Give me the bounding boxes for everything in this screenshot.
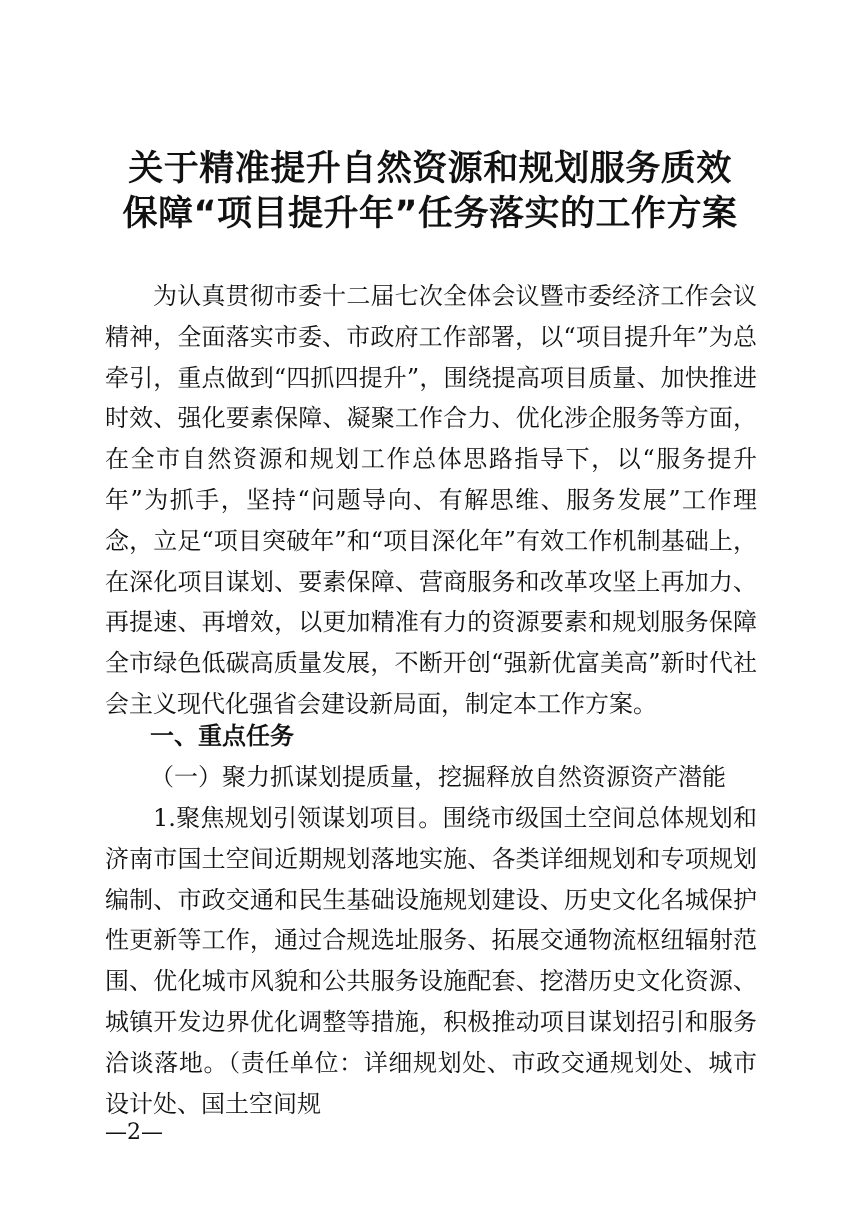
- page-number: —2—: [105, 1120, 163, 1145]
- section-heading: 一、重点任务: [150, 722, 294, 750]
- document-title-line-1: 关于精准提升自然资源和规划服务质效: [128, 149, 732, 189]
- item-1-paragraph: 1.聚焦规划引领谋划项目。围绕市级国土空间总体规划和济南市国土空间近期规划落地实施、各类详细规划和专项规划编制、市政交通和民生基础设施规划建设、历史文化名城保护性更新等工作，通过合规选址服务、拓展交通物流枢纽辐射范围、优化城市风貌和公共服务设施配套、挖潜历史文化资源、城镇开发边界优化调整等措施，积极推动项目谋划招引和服务洽谈落地。（责任单位：详细规划处、市政交通规划处、城市设计处、国土空间规: [105, 804, 757, 1118]
- document-title-line-2: 保障“项目提升年”任务落实的工作方案: [122, 194, 738, 234]
- subsection-heading: （一）聚力抓谋划提质量，挖掘释放自然资源资产潜能: [150, 763, 726, 791]
- intro-paragraph: 为认真贯彻市委十二届七次全体会议暨市委经济工作会议精神，全面落实市委、市政府工作部署，以“项目提升年”为总牵引，重点做到“四抓四提升”，围绕提高项目质量、加快推进时效、强化要素保障、凝聚工作合力、优化涉企服务等方面，在全市自然资源和规划工作总体思路指导下，以“服务提升年”为抓手，坚持“问题导向、有解思维、服务发展”工作理念，立足“项目突破年”和“项目深化年”有效工作机制基础上，在深化项目谋划、要素保障、营商服务和改革攻坚上再加力、再提速、再增效，以更加精准有力的资源要素和规划服务保障全市绿色低碳高质量发展，不断开创“强新优富美高”新时代社会主义现代化强省会建设新局面，制定本工作方案。: [105, 282, 757, 718]
